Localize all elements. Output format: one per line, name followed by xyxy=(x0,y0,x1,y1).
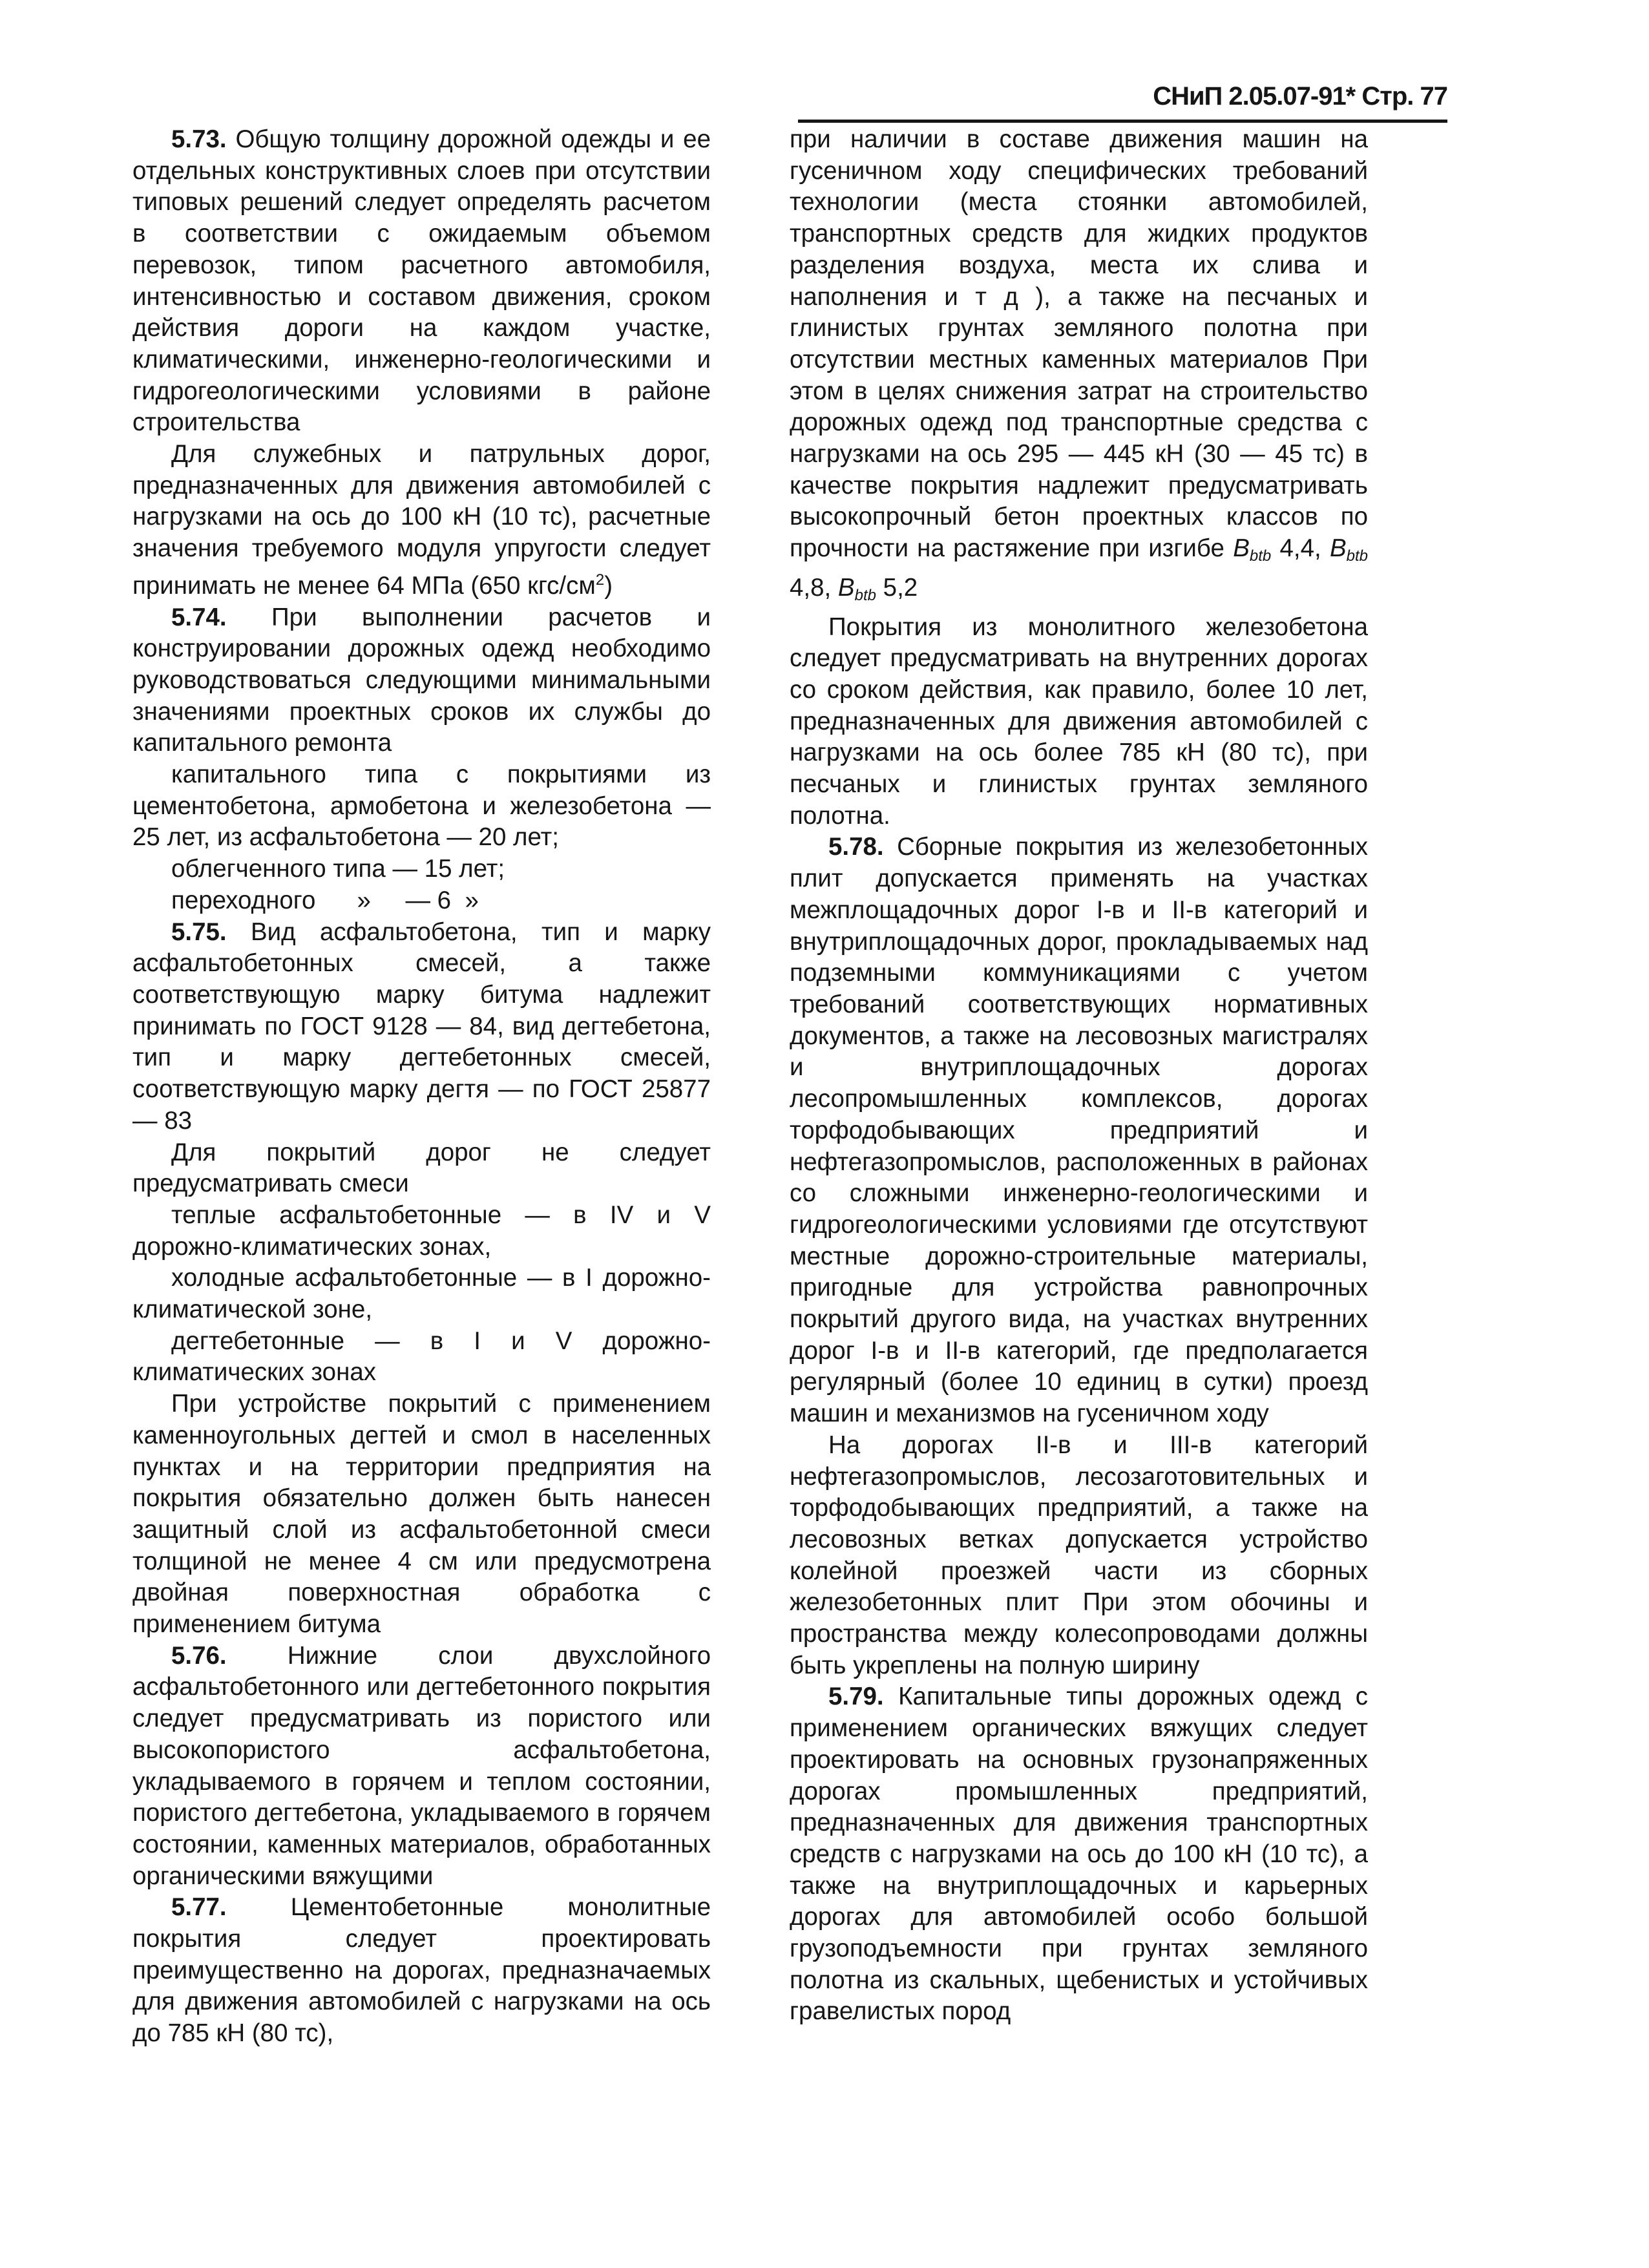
list-item-light: облегченного типа — 15 лет; xyxy=(171,855,505,883)
list-item-cold: холодные асфальтобетонные — в I дорожно-климатической зоне, xyxy=(132,1264,711,1324)
right-column xyxy=(790,124,1368,2028)
header-rule xyxy=(798,120,1447,123)
paragraph-5-73-patrol xyxy=(132,439,711,602)
class-value: 4,4, xyxy=(1271,534,1330,563)
list-item-warm: теплые асфальтобетонные — в IV и V дорожно-климатических зонах, xyxy=(132,1201,711,1261)
clause-number: 5.79. xyxy=(828,1683,884,1711)
paragraph-text: При выполнении расчетов и конструировании дорожных одежд необходимо руководствоваться следующими минимальными значениями проектных сроков их службы до капитального ремонта xyxy=(132,603,711,757)
paragraph-5-77-reinforced: Покрытия из монолитного железобетона следует предусматривать на внутренних дорогах со сроком действия, как правило, более 10 лет, предназначенных для движения автомобилей с нагрузками на ось более 785 кН (80 тс), при песчаных и глинистых грунтах земляного полотна. xyxy=(790,613,1368,830)
clause-number: 5.78. xyxy=(828,833,884,861)
superscript: 2 xyxy=(595,571,605,589)
clause-number: 5.74. xyxy=(171,603,227,631)
class-subscript: btb xyxy=(1249,547,1272,565)
paragraph-5-78-track: На дорогах II-в и III-в категорий нефтегазопромыслов, лесозаготовительных и торфодобывающих предприятий, а также на лесовозных ветках допускается устройство колейной проезжей части из сборных железобетонных плит При этом обочины и пространства между колесопроводами должны быть укреплены на полную ширину xyxy=(790,1431,1368,1679)
paragraph-5-78 xyxy=(790,832,1368,1429)
class-subscript: btb xyxy=(854,586,876,604)
paragraph-5-75-mixes: Для покрытий дорог не следует предусматривать смеси xyxy=(132,1138,711,1198)
page-header: СНиП 2.05.07-91* Стр. 77 xyxy=(1153,82,1447,110)
paragraph-text: при наличии в составе движения машин на гусеничном ходу специфических требований технологии (места стоянки автомобилей, транспортных средств для жидких продуктов разделения воздуха, места их слива и наполнения и т д ), а также на песчаных и глинистых грунтах земляного полотна при отсутствии местных каменных материалов При этом в целях снижения затрат на строительство дорожных одежд под транспортные средства с нагрузками на ось 295 — 445 кН (30 — 45 тс) в качестве покрытия надлежит предусматривать высокопрочный бетон проектных классов по прочности на растяжение при изгибе xyxy=(790,125,1368,563)
class-symbol: B xyxy=(837,573,855,602)
paragraph-5-74 xyxy=(132,602,711,760)
paragraph-5-75 xyxy=(132,917,711,1137)
clause-number: 5.73. xyxy=(171,125,227,153)
list-item-transitional: переходного » — 6 » xyxy=(171,886,479,914)
paragraph-text: Капитальные типы дорожных одежд с применением органических вяжущих следует проектировать на основных грузонапряженных дорогах промышленных предприятий, предназначенных для движения транспортных средств с нагрузками на ось до 100 кН (10 тс), а также на внутриплощадочных и карьерных дорогах для автомобилей особо большой грузоподъемности при грунтах земляного полотна из скальных, щебенистых и устойчивых гравелистых пород xyxy=(790,1683,1368,2026)
paragraph-text: Вид асфальтобетона, тип и марку асфальтобетонных смесей, а также соответствующую марку битума надлежит принимать по ГОСТ 9128 — 84, вид дегтебетона, тип и марку дегтебетонных смесей, соответствующую марку дегтя — по ГОСТ 25877 — 83 xyxy=(132,918,711,1135)
paragraph-text: Нижние слои двухслойного асфальтобетонного или дегтебетонного покрытия следует предусматривать из пористого или высокопористого асфальтобетона, укладываемого в горячем и теплом состоянии, пористого дегтебетона, укладываемого в горячем состоянии, каменных материалов, обработанных органическими вяжущими xyxy=(132,1641,711,1890)
paragraph-5-77-continued xyxy=(790,124,1368,612)
paragraph-text: Общую толщину дорожной одежды и ее отдельных конструктивных слоев при отсутствии типовых решений следует определять расчетом в соответствии с ожидаемым объемом перевозок, типом расчетного автомобиля, интенсивностью и составом движения, сроком действия дороги на каждом участке, климатическими, инженерно-геологическими и гидрогеологическими условиями в районе строительства xyxy=(132,125,711,437)
clause-number: 5.76. xyxy=(171,1641,227,1670)
paragraph-text: Сборные покрытия из железобетонных плит допускается применять на участках межплощадочных дорог I-в и II-в категорий и внутриплощадочных дорог, прокладываемых над подземными коммуникациями с учетом требований соответствующих нормативных документов, а также на лесовозных магистралях и внутриплощадочных дорогах лесопромышленных комплексов, дорогах торфодобывающих предприятий и нефтегазопромыслов, расположенных в районах со сложными инженерно-геологическими и гидрогеологическими условиями где отсутствуют местные дорожно-строительные материалы, пригодные для устройства равнопрочных покрытий другого вида, на участках внутренних дорог I-в и II-в категорий, где предполагается регулярный (более 10 единиц в сутки) проезд машин и механизмов на гусеничном ходу xyxy=(790,833,1369,1428)
class-symbol: B xyxy=(1329,534,1347,563)
class-value: 5,2 xyxy=(876,573,918,602)
paragraph-5-77 xyxy=(132,1892,711,2050)
list-item-capital: капитального типа с покрытиями из цементобетона, армобетона и железобетона — 25 лет, из асфальтобетона — 20 лет; xyxy=(132,761,711,852)
left-column xyxy=(132,124,711,2050)
paragraph-text: ) xyxy=(604,571,613,600)
paragraph-text: Для служебных и патрульных дорог, предназначенных для движения автомобилей с нагрузками на ось до 100 кН (10 тс), расчетные значения требуемого модуля упругости следует принимать не менее 64 МПа (650 кгс/см xyxy=(132,440,711,600)
clause-number: 5.77. xyxy=(171,1893,227,1922)
paragraph-5-76 xyxy=(132,1641,711,1893)
list-item-tar: дегтебетонные — в I и V дорожно-климатических зонах xyxy=(132,1327,711,1387)
class-subscript: btb xyxy=(1346,547,1368,565)
paragraph-5-73 xyxy=(132,124,711,439)
paragraph-5-79 xyxy=(790,1681,1368,2028)
clause-number: 5.75. xyxy=(171,918,227,946)
class-symbol: B xyxy=(1233,534,1250,563)
class-value: 4,8, xyxy=(790,573,838,602)
paragraph-5-75-coal-tar: При устройстве покрытий с применением каменноугольных дегтей и смол в населенных пунктах и на территории предприятия на покрытия обязательно должен быть нанесен защитный слой из асфальтобетонной смеси толщиной не менее 4 см или предусмотрена двойная поверхностная обработка с применением битума xyxy=(132,1390,711,1639)
paragraph-text: Цементобетонные монолитные покрытия следует проектировать преимущественно на дорогах, предназначаемых для движения автомобилей с нагрузками на ось до 785 кН (80 тс), xyxy=(132,1893,711,2048)
